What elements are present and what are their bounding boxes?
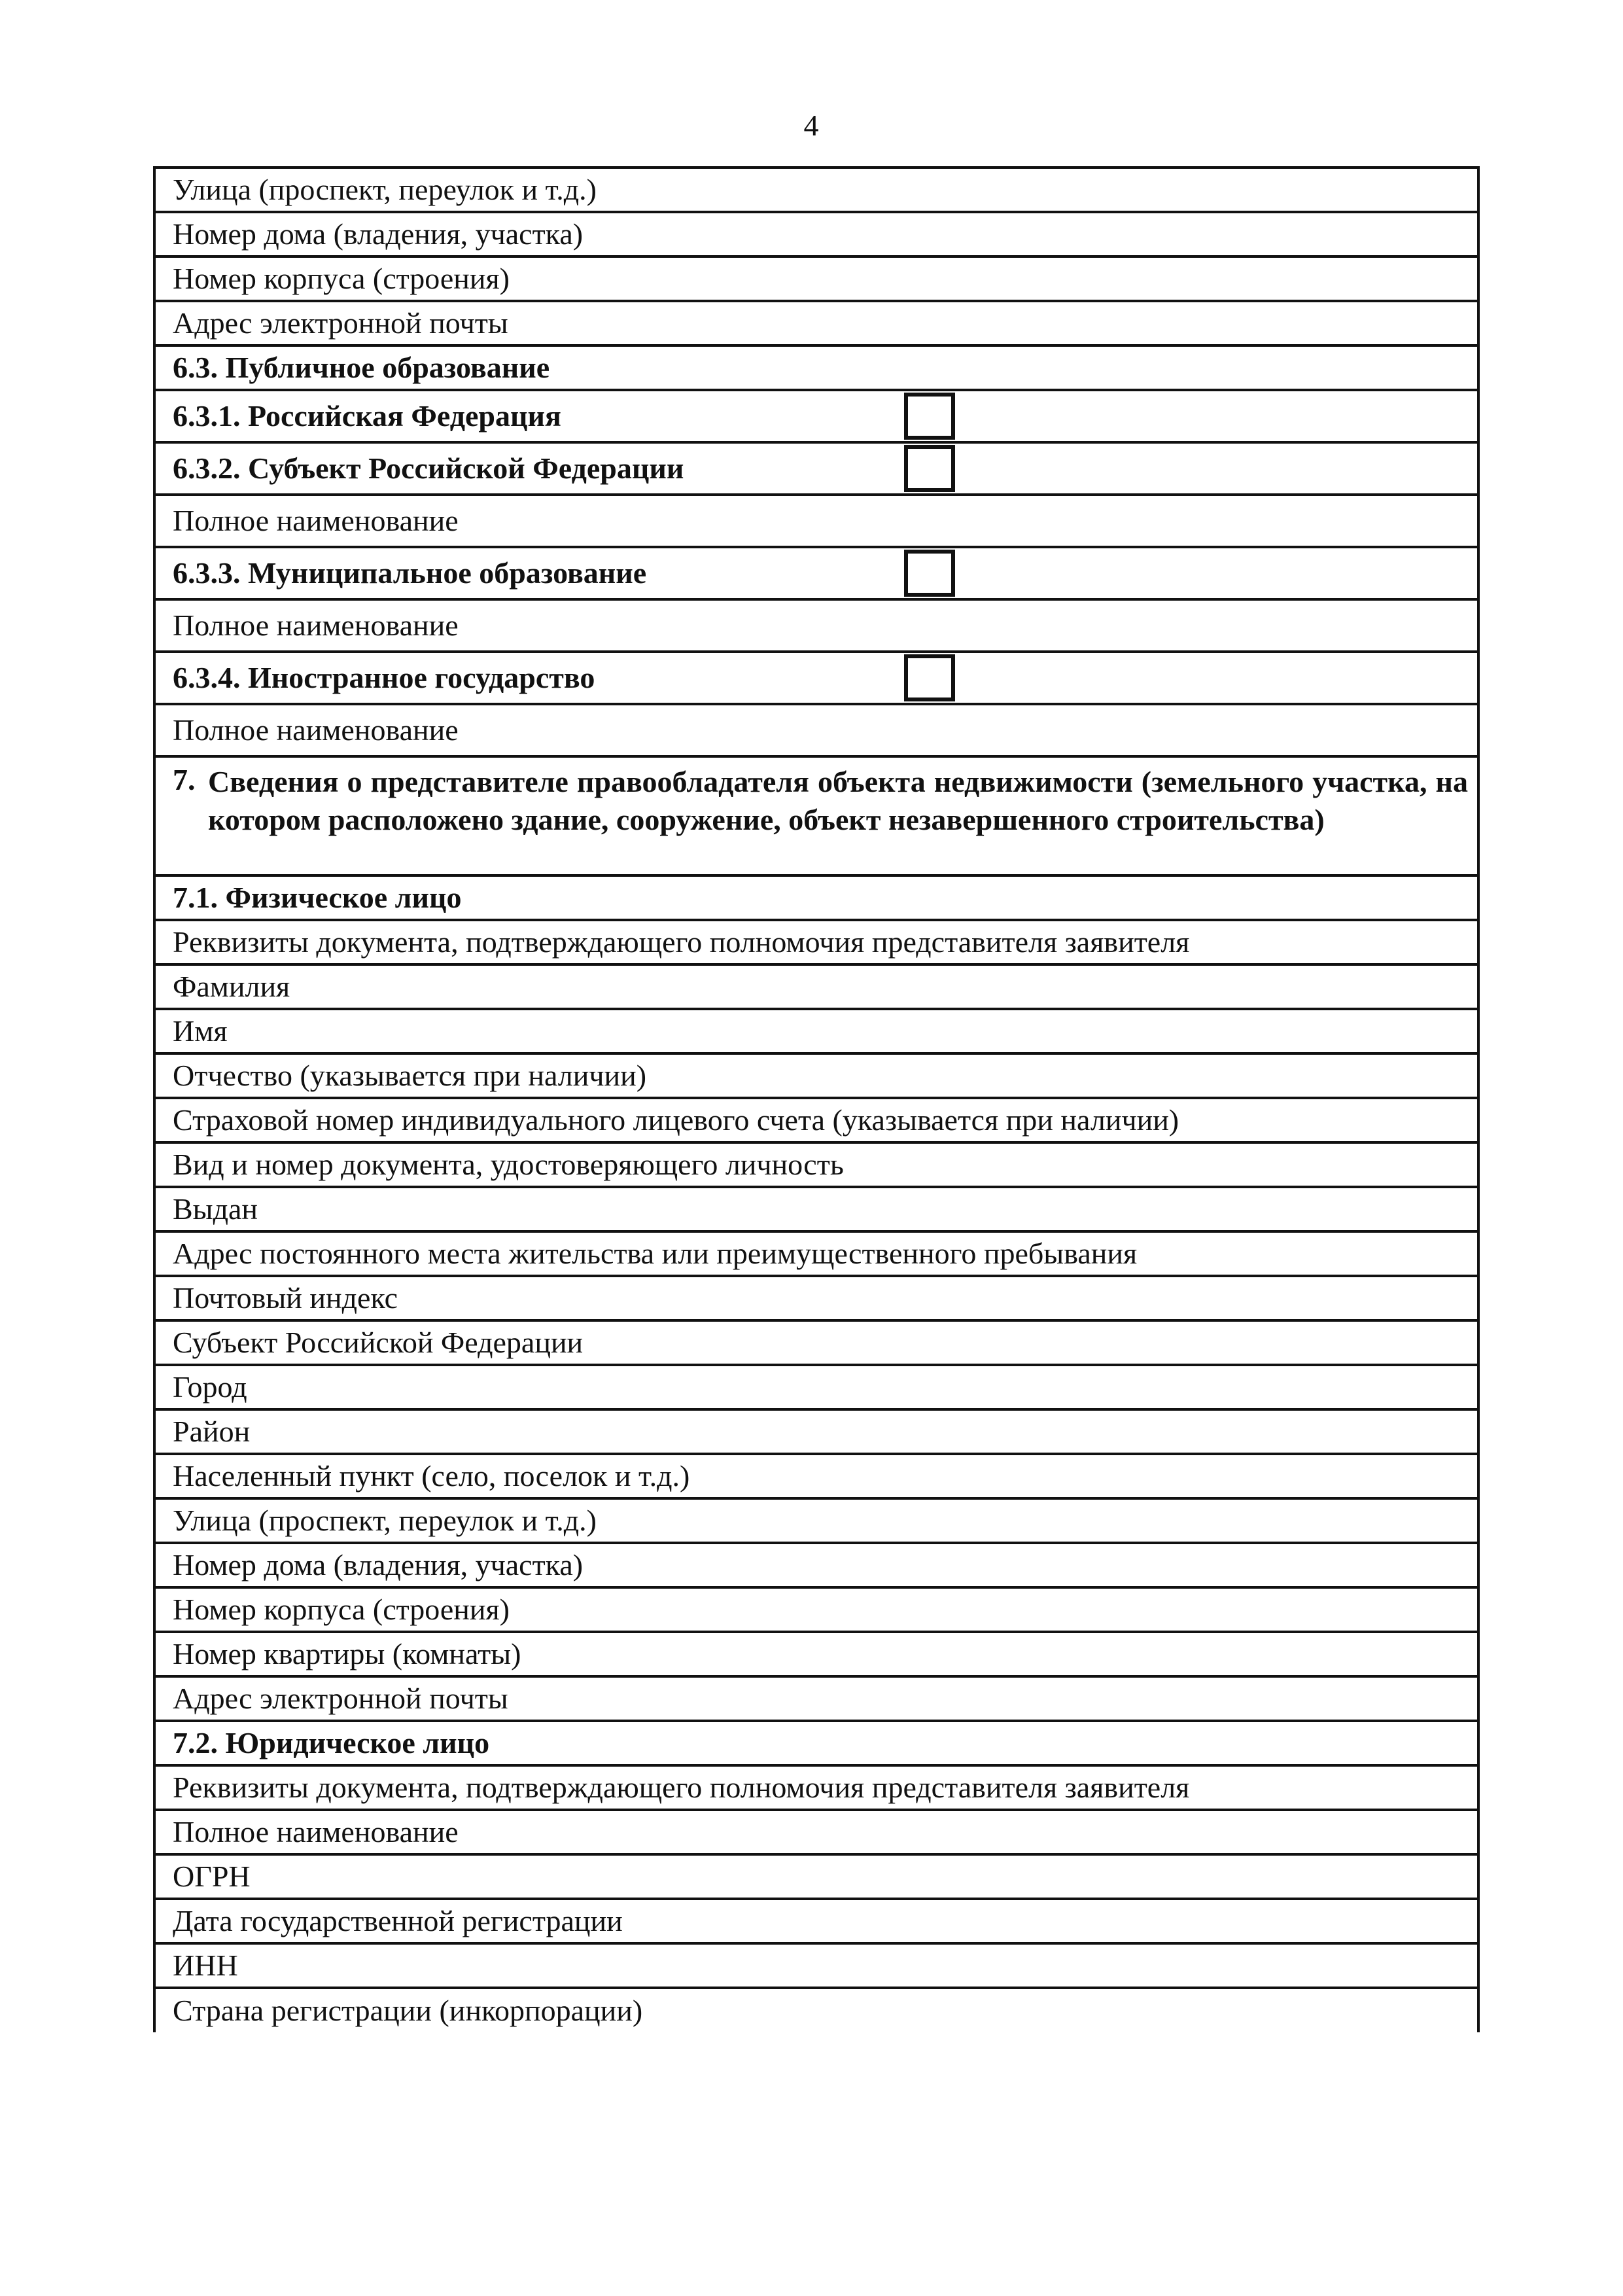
table-row — [154, 1765, 1478, 1810]
field-district[interactable]: Район — [154, 1409, 1478, 1454]
field-surname[interactable]: Фамилия — [154, 964, 1478, 1009]
field-house-number[interactable]: Номер дома (владения, участка) — [154, 1543, 1478, 1587]
table-row — [154, 1098, 1478, 1142]
table-row — [154, 704, 1478, 756]
field-federal-subject[interactable]: Субъект Российской Федерации — [154, 1320, 1478, 1365]
field-first-name[interactable]: Имя — [154, 1009, 1478, 1053]
field-registration-country[interactable]: Страна регистрации (инкорпорации) — [154, 1988, 1478, 2032]
option-label: 6.3.4. Иностранное государство — [173, 661, 595, 694]
table-row — [154, 442, 1478, 495]
field-email[interactable]: Адрес электронной почты — [154, 1676, 1478, 1721]
table-row — [154, 875, 1478, 920]
table-row — [154, 1943, 1478, 1988]
table-row — [154, 1988, 1478, 2032]
field-snils[interactable]: Страховой номер индивидуального лицевого счета (указывается при наличии) — [154, 1098, 1478, 1142]
table-row — [154, 1587, 1478, 1632]
checkbox-foreign-state[interactable] — [904, 654, 955, 701]
field-residence-address[interactable]: Адрес постоянного места жительства или преимущественного пребывания — [154, 1231, 1478, 1276]
field-authority-document[interactable]: Реквизиты документа, подтверждающего полномочия представителя заявителя — [154, 920, 1478, 964]
table-row — [154, 212, 1478, 256]
field-registration-date[interactable]: Дата государственной регистрации — [154, 1899, 1478, 1943]
table-row — [154, 1543, 1478, 1587]
form-table — [153, 166, 1480, 2032]
field-issued-by[interactable]: Выдан — [154, 1187, 1478, 1231]
field-label: Полное наименование — [173, 609, 459, 642]
option-label: 6.3.1. Российская Федерация — [173, 399, 561, 433]
field-city[interactable]: Город — [154, 1365, 1478, 1409]
table-row — [154, 1365, 1478, 1409]
field-email[interactable]: Адрес электронной почты — [154, 301, 1478, 345]
option-foreign-state — [154, 652, 1478, 704]
table-row — [154, 345, 1478, 390]
table-row — [154, 1498, 1478, 1543]
field-house-number[interactable]: Номер дома (владения, участка) — [154, 212, 1478, 256]
field-inn[interactable]: ИНН — [154, 1943, 1478, 1988]
table-row — [154, 1009, 1478, 1053]
table-row — [154, 964, 1478, 1009]
table-row — [154, 168, 1478, 212]
field-patronymic[interactable]: Отчество (указывается при наличии) — [154, 1053, 1478, 1098]
field-full-name-foreign-state[interactable] — [154, 704, 1478, 756]
section-header-legal-entity: 7.2. Юридическое лицо — [154, 1721, 1478, 1765]
field-authority-document[interactable]: Реквизиты документа, подтверждающего полномочия представителя заявителя — [154, 1765, 1478, 1810]
page-number: 4 — [803, 109, 819, 142]
field-building-number[interactable]: Номер корпуса (строения) — [154, 1587, 1478, 1632]
field-full-name-subject[interactable] — [154, 495, 1478, 547]
field-building-number[interactable]: Номер корпуса (строения) — [154, 256, 1478, 301]
table-row — [154, 547, 1478, 599]
table-row — [154, 652, 1478, 704]
table-row — [154, 1231, 1478, 1276]
option-russian-federation — [154, 390, 1478, 442]
field-ogrn[interactable]: ОГРН — [154, 1854, 1478, 1899]
table-row — [154, 920, 1478, 964]
table-row — [154, 1810, 1478, 1854]
section-header-public-entity: 6.3. Публичное образование — [154, 345, 1478, 390]
table-row — [154, 1276, 1478, 1320]
option-federal-subject — [154, 442, 1478, 495]
field-identity-document[interactable]: Вид и номер документа, удостоверяющего личность — [154, 1142, 1478, 1187]
table-row — [154, 1854, 1478, 1899]
field-full-name[interactable]: Полное наименование — [154, 1810, 1478, 1854]
field-postal-code[interactable]: Почтовый индекс — [154, 1276, 1478, 1320]
section-title: Сведения о представителе правообладателя объекта недвижимости (земельного участка, на котором расположено здание, сооружение, объект незавершенного строительства) — [208, 765, 1468, 836]
field-street[interactable]: Улица (проспект, переулок и т.д.) — [154, 1498, 1478, 1543]
section-number: 7. — [173, 763, 196, 796]
option-label: 6.3.2. Субъект Российской Федерации — [173, 451, 684, 485]
table-row — [154, 1409, 1478, 1454]
table-row — [154, 756, 1478, 875]
table-row — [154, 1053, 1478, 1098]
table-row — [154, 495, 1478, 547]
table-row — [154, 1632, 1478, 1676]
table-row — [154, 301, 1478, 345]
field-label: Полное наименование — [173, 713, 459, 747]
field-settlement[interactable]: Населенный пункт (село, поселок и т.д.) — [154, 1454, 1478, 1498]
table-row — [154, 1320, 1478, 1365]
checkbox-federal-subject[interactable] — [904, 445, 955, 492]
field-full-name-municipality[interactable] — [154, 599, 1478, 652]
table-row — [154, 1142, 1478, 1187]
option-municipality — [154, 547, 1478, 599]
table-row — [154, 1187, 1478, 1231]
field-label: Полное наименование — [173, 504, 459, 537]
table-row — [154, 1454, 1478, 1498]
table-row — [154, 1899, 1478, 1943]
field-apartment-number[interactable]: Номер квартиры (комнаты) — [154, 1632, 1478, 1676]
table-row — [154, 256, 1478, 301]
checkbox-municipality[interactable] — [904, 550, 955, 597]
table-row — [154, 599, 1478, 652]
section-header-individual: 7.1. Физическое лицо — [154, 875, 1478, 920]
option-label: 6.3.3. Муниципальное образование — [173, 556, 647, 590]
table-row — [154, 390, 1478, 442]
field-street[interactable]: Улица (проспект, переулок и т.д.) — [154, 168, 1478, 212]
table-row — [154, 1721, 1478, 1765]
checkbox-russian-federation[interactable] — [904, 393, 955, 440]
table-row — [154, 1676, 1478, 1721]
section-7-header — [154, 756, 1478, 875]
